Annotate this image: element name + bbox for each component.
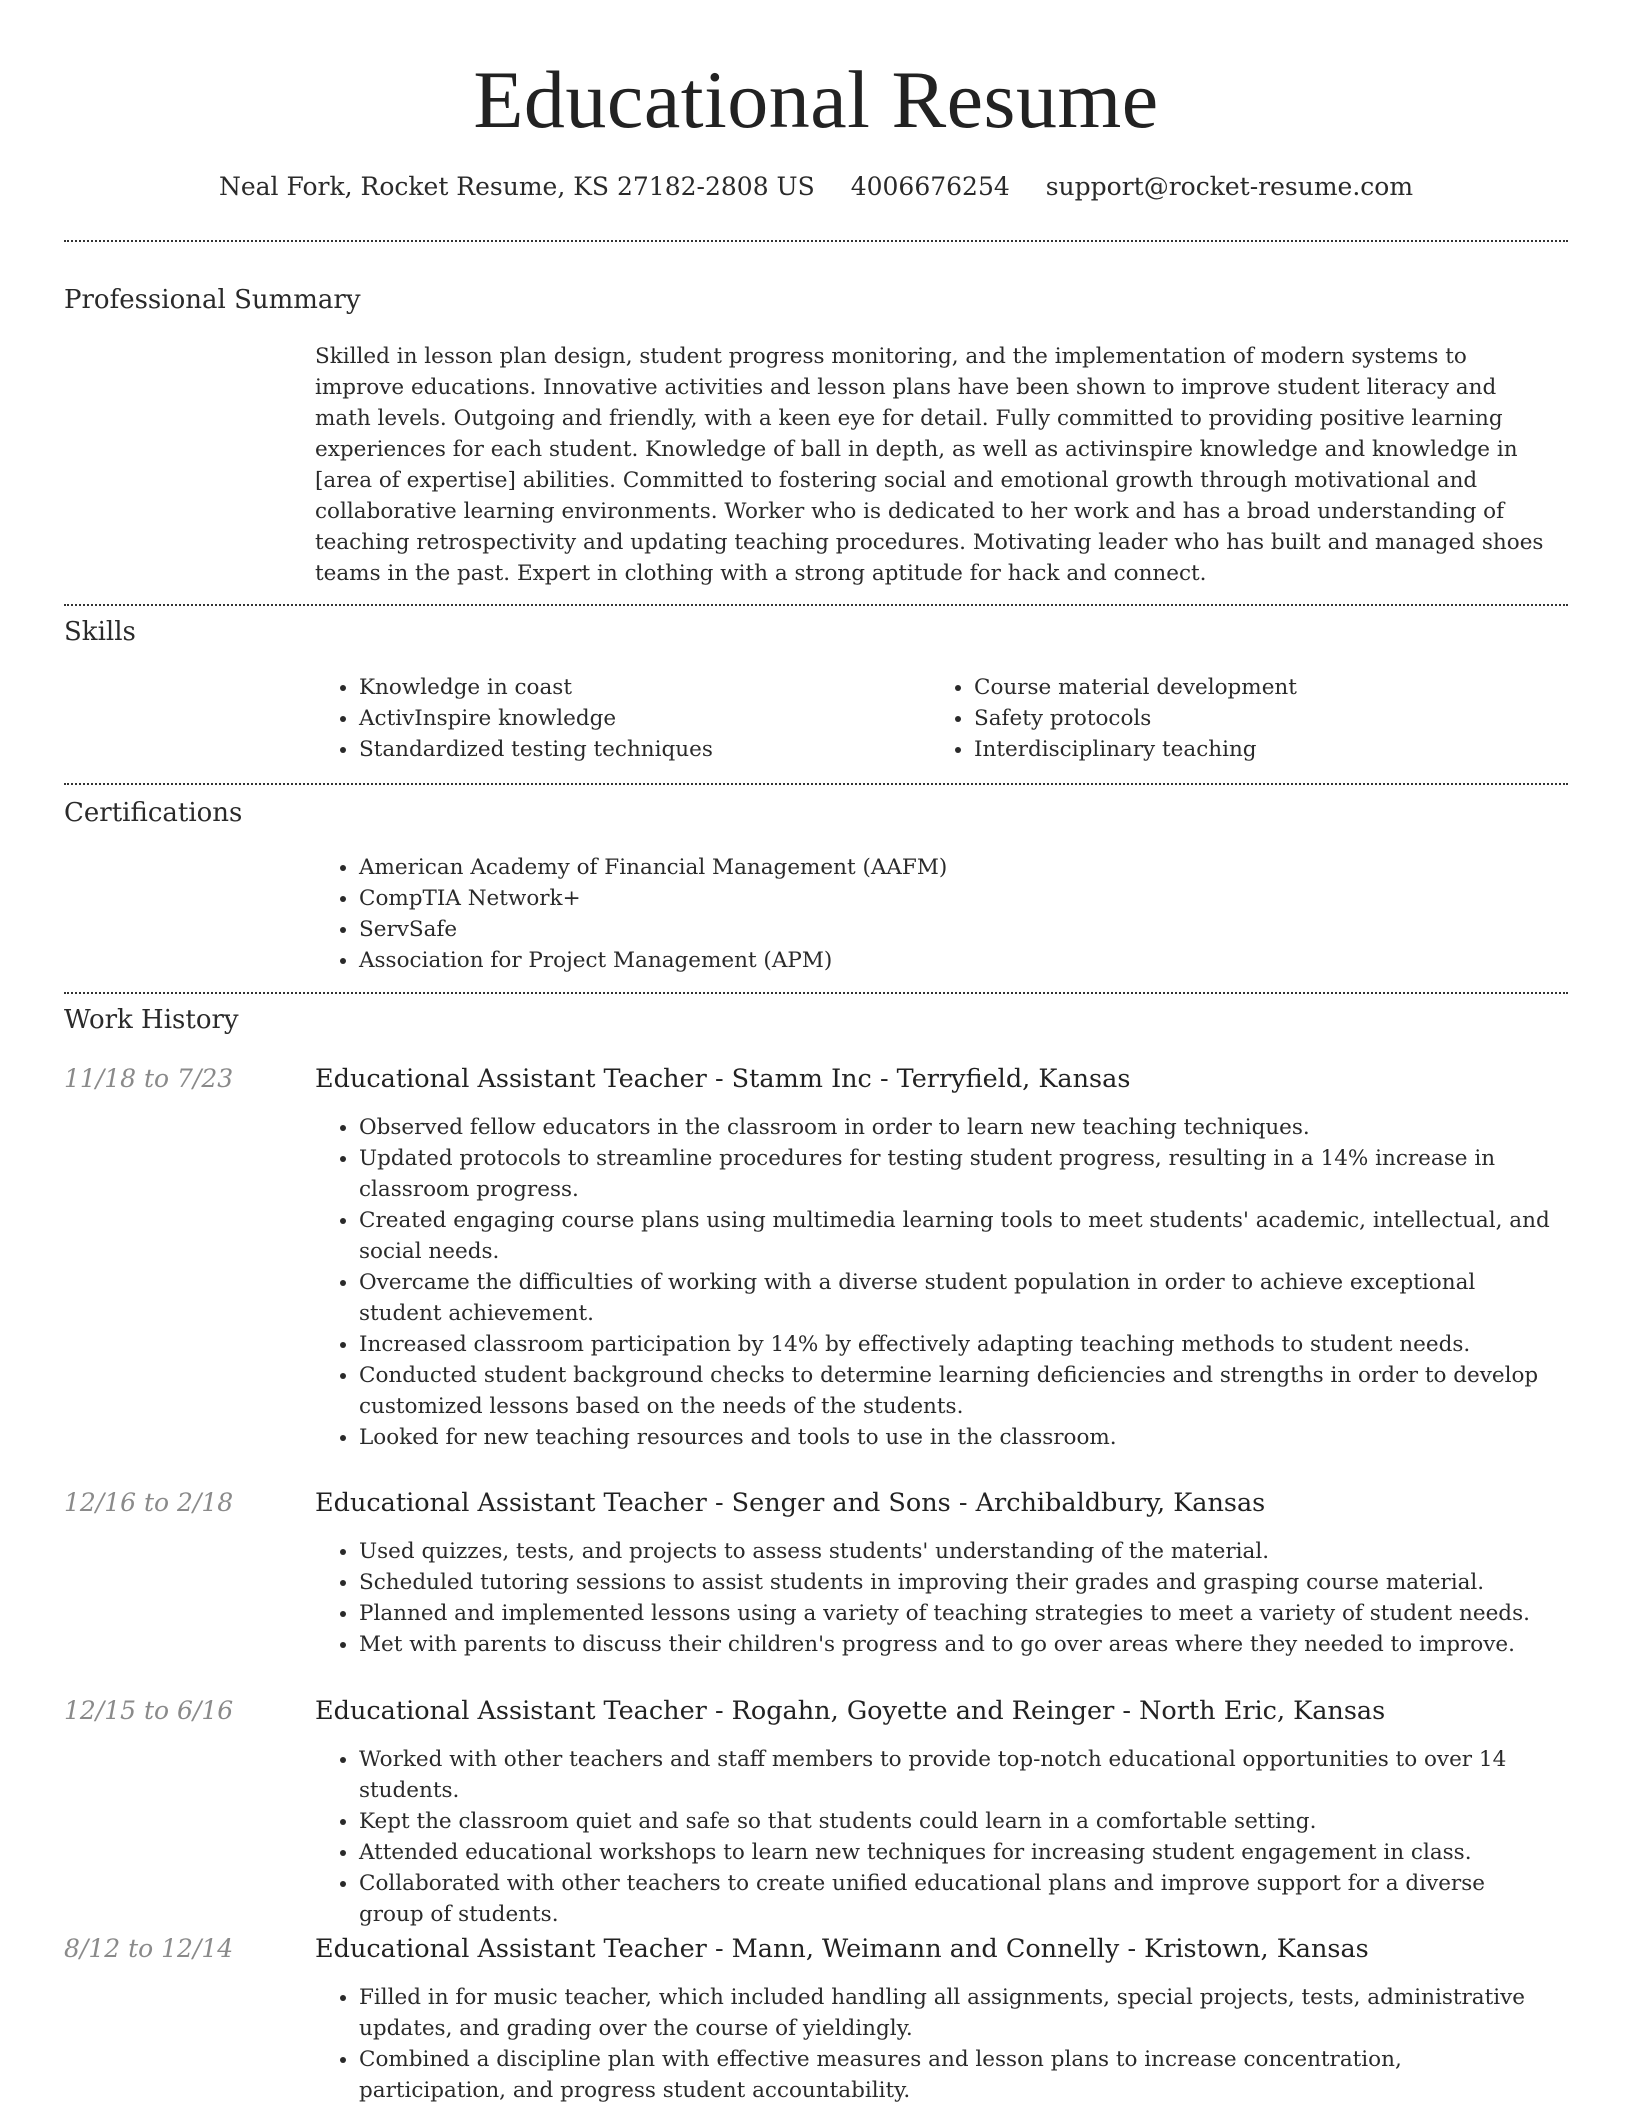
certifications-list <box>315 852 1555 976</box>
duty-item: • Attended educational workshops to learn new techniques for increasing student engagement in class. <box>359 1837 1555 1868</box>
skill-item: • Knowledge in coast <box>359 672 915 703</box>
job-duties <box>315 1982 1555 2106</box>
contact-address: Neal Fork, Rocket Resume, KS 27182-2808 US <box>218 172 815 201</box>
skills-right-column <box>930 672 1530 765</box>
job-title: Educational Assistant Teacher - Stamm Inc - Terryfield, Kansas <box>315 1064 1131 1094</box>
skill-item: • Course material development <box>974 672 1530 703</box>
duty-item: • Created engaging course plans using multimedia learning tools to meet students' academic, intellectual, and social needs. <box>359 1205 1555 1267</box>
job-title: Educational Assistant Teacher - Mann, Weimann and Connelly - Kristown, Kansas <box>315 1934 1369 1964</box>
job-dates: 12/16 to 2/18 <box>64 1488 234 1517</box>
contact-phone: 4006676254 <box>850 172 1010 201</box>
duty-item: • Overcame the difficulties of working with a diverse student population in order to achieve exceptional student achievement. <box>359 1267 1555 1329</box>
divider <box>64 604 1568 606</box>
certification-item: • CompTIA Network+ <box>359 883 1555 914</box>
job-dates: 12/15 to 6/16 <box>64 1696 234 1725</box>
divider <box>64 992 1568 994</box>
skill-item: • Safety protocols <box>974 703 1530 734</box>
section-heading-certifications: Certifications <box>64 798 243 828</box>
contact-email: support@rocket-resume.com <box>1045 172 1414 201</box>
duty-item: • Scheduled tutoring sessions to assist students in improving their grades and grasping course material. <box>359 1567 1555 1598</box>
job-duties <box>315 1112 1555 1453</box>
contact-line <box>0 170 1632 204</box>
duty-item: • Increased classroom participation by 14% by effectively adapting teaching methods to student needs. <box>359 1329 1555 1360</box>
duty-item: • Worked with other teachers and staff members to provide top-notch educational opportunities to over 14 students. <box>359 1744 1555 1806</box>
duty-item: • Filled in for music teacher, which included handling all assignments, special projects, tests, administrative updates, and grading over the course of yieldingly. <box>359 1982 1555 2044</box>
duty-item: • Combined a discipline plan with effective measures and lesson plans to increase concentration, participation, and progress student accountability. <box>359 2044 1555 2106</box>
divider <box>64 240 1568 242</box>
certification-item: • ServSafe <box>359 914 1555 945</box>
job-title: Educational Assistant Teacher - Rogahn, Goyette and Reinger - North Eric, Kansas <box>315 1696 1386 1726</box>
section-heading-skills: Skills <box>64 617 136 647</box>
duty-item: • Used quizzes, tests, and projects to assess students' understanding of the material. <box>359 1536 1555 1567</box>
job-duties <box>315 1744 1555 1930</box>
certification-item: • Association for Project Management (APM) <box>359 945 1555 976</box>
skill-item: • Standardized testing techniques <box>359 734 915 765</box>
job-dates: 11/18 to 7/23 <box>64 1064 234 1093</box>
job-duties <box>315 1536 1555 1660</box>
skill-item: • ActivInspire knowledge <box>359 703 915 734</box>
duty-item: • Met with parents to discuss their children's progress and to go over areas where they needed to improve. <box>359 1629 1555 1660</box>
divider <box>64 783 1568 785</box>
duty-item: • Looked for new teaching resources and tools to use in the classroom. <box>359 1422 1555 1453</box>
duty-item: • Collaborated with other teachers to create unified educational plans and improve support for a diverse group of students. <box>359 1868 1555 1930</box>
duty-item: • Conducted student background checks to determine learning deficiencies and strengths in order to develop customized lessons based on the needs of the students. <box>359 1360 1555 1422</box>
duty-item: • Observed fellow educators in the classroom in order to learn new teaching techniques. <box>359 1112 1555 1143</box>
certification-item: • American Academy of Financial Management (AAFM) <box>359 852 1555 883</box>
job-title: Educational Assistant Teacher - Senger and Sons - Archibaldbury, Kansas <box>315 1488 1266 1518</box>
duty-item: • Updated protocols to streamline procedures for testing student progress, resulting in a 14% increase in classroom progress. <box>359 1143 1555 1205</box>
duty-item: • Planned and implemented lessons using a variety of teaching strategies to meet a variety of student needs. <box>359 1598 1555 1629</box>
skills-left-column <box>315 672 915 765</box>
skill-item: • Interdisciplinary teaching <box>974 734 1530 765</box>
section-heading-work-history: Work History <box>64 1005 239 1035</box>
resume-title: Educational Resume <box>473 54 1159 145</box>
section-heading-summary: Professional Summary <box>64 285 361 315</box>
job-dates: 8/12 to 12/14 <box>64 1934 234 1963</box>
summary-text: Skilled in lesson plan design, student progress monitoring, and the implementation of modern systems to improve educations. Innovative activities and lesson plans have been shown to improve student literacy and math levels. Outgoing and friendly, with a keen eye for detail. Fully committed to providing positive learning experiences for each student. Knowledge of ball in depth, as well as activinspire knowledge and knowledge in [area of expertise] abilities. Committed to fostering social and emotional growth through motivational and collaborative learning environments. Worker who is dedicated to her work and has a broad understanding of teaching retrospectivity and updating teaching procedures. Motivating leader who has built and managed shoes teams in the past. Expert in clothing with a strong aptitude for hack and connect. <box>315 344 1544 586</box>
duty-item: • Kept the classroom quiet and safe so that students could learn in a comfortable setting. <box>359 1806 1555 1837</box>
